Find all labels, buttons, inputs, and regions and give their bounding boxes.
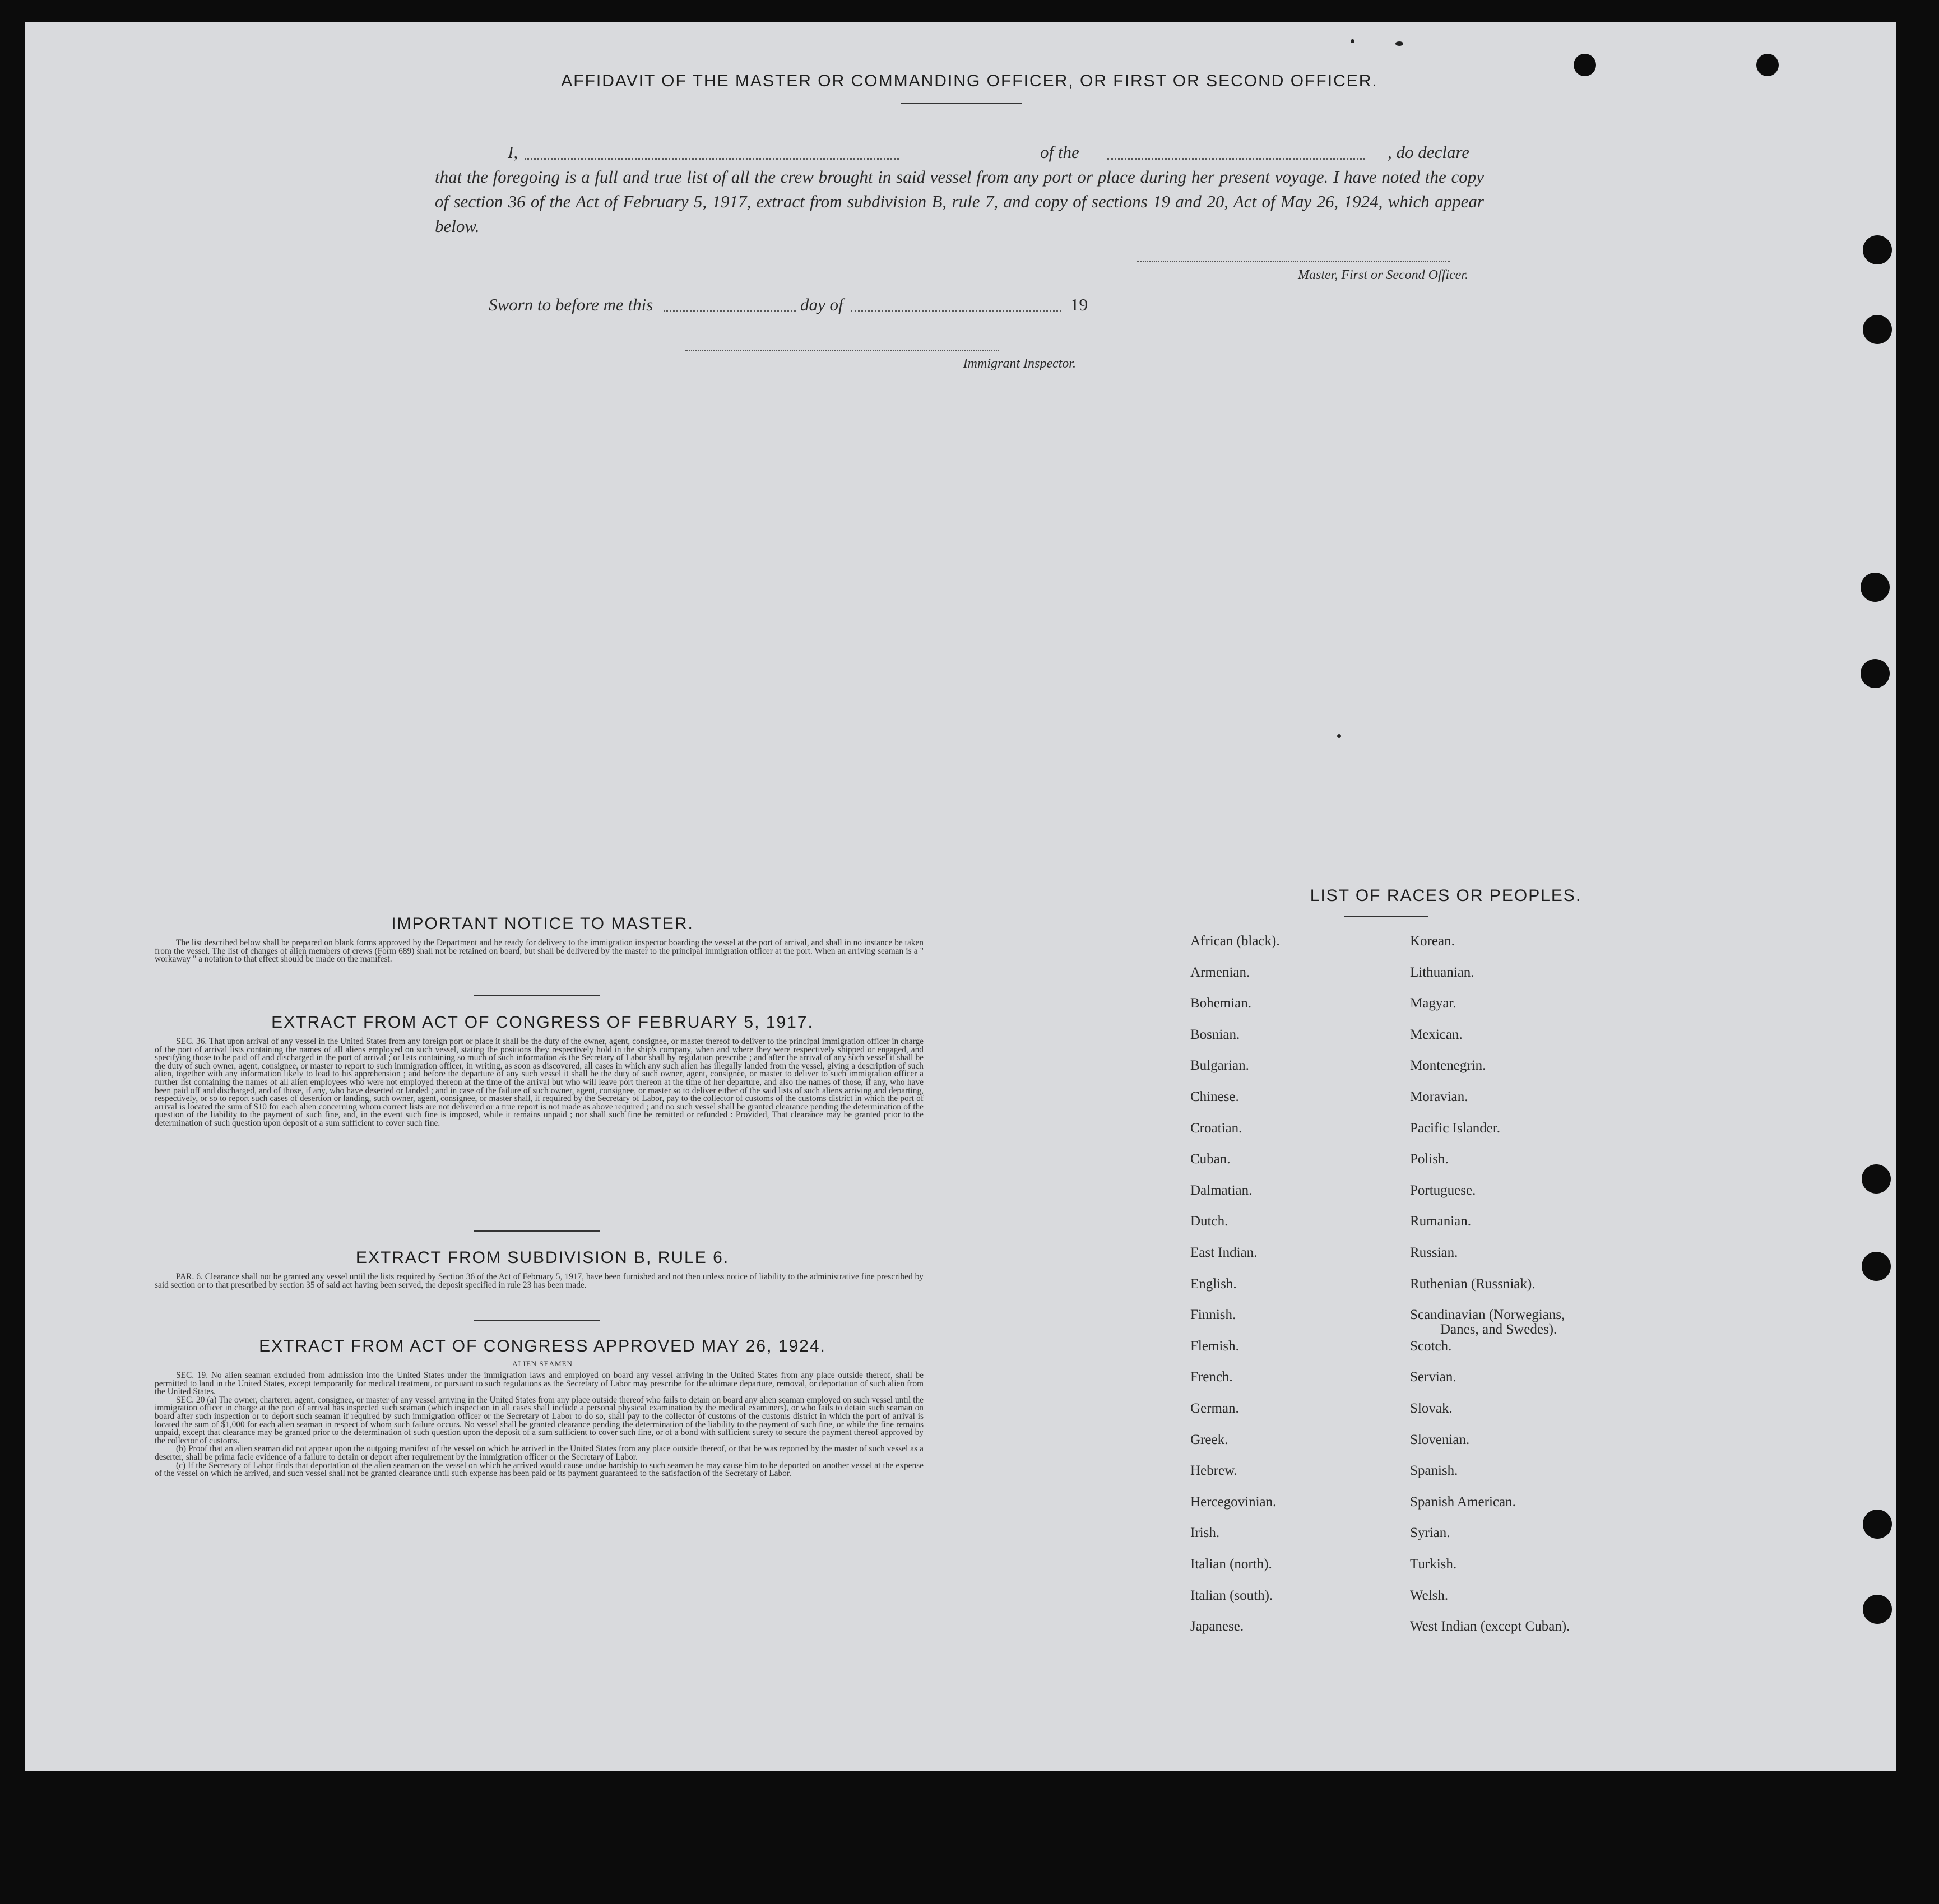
punch-hole [1574, 54, 1596, 76]
ink-speck [1337, 734, 1341, 738]
ink-speck [1395, 41, 1403, 46]
race-item: Portuguese. [1410, 1182, 1476, 1198]
sworn-line [435, 292, 1163, 317]
race-item: East Indian. [1190, 1245, 1258, 1260]
declarant-prefix: I, [508, 142, 518, 162]
race-item: Slovak. [1410, 1401, 1453, 1416]
race-item: Magyar. [1410, 996, 1456, 1011]
race-item: Welsh. [1410, 1587, 1449, 1603]
sworn-prefix: Sworn to before me this [489, 295, 653, 314]
extract-1924-title: EXTRACT FROM ACT OF CONGRESS APPROVED MAY 26, 1924. [259, 1337, 826, 1355]
rule-6-paragraph: PAR. 6. Clearance shall not be granted any vessel until the lists required by Section 36 of the Act of February 5, 1917, have been furnished and not then unless notice of liability to the administrative fine prescribed by said section or to that prescribed by section 35 of said act having been served, the deposit specified in rule 23 has been made. [155, 1272, 924, 1290]
section-20a-paragraph: SEC. 20 (a) The owner, charterer, agent, consignee, or master of any vessel arriving in the United States from any place outside thereof who fails to detain on board any alien seaman employed on such vessel until the immigration officer in charge at the port of arrival has inspected such seaman (which inspection in all cases shall include a personal physical examination by the medical examiners), or who fails to detain such seaman on board after such inspection or to deport such seaman if required by such immigration officer or the Secretary of Labor to do so, shall pay to the collector of customs of the customs district in which the port of arrival is located the sum of $1,000 for each alien seaman in respect of whom such failure occurs. No vessel shall be granted clearance pending the determination of the liability to the payment of such fine, or while the fine remains unpaid, except that clearance may be granted prior to the determination of such question upon the deposit of a sum sufficient to cover such fine, or of a bond with sufficient surety to secure the payment thereof approved by the collector of customs. [155, 1395, 924, 1446]
race-item: Chinese. [1190, 1089, 1239, 1104]
punch-hole [1862, 1252, 1891, 1281]
race-item: Hebrew. [1190, 1463, 1237, 1479]
punch-hole [1863, 1595, 1892, 1624]
race-item: English. [1190, 1276, 1237, 1292]
section-20b-paragraph: (b) Proof that an alien seaman did not appear upon the outgoing manifest of the vessel on which he arrived in the United States from any place outside thereof, or that he was reported by the master of such vessel as a deserter, shall be prima facie evidence of a failure to detain or deport after requirement by the immigration officer or the Secretary of Labor. [155, 1444, 924, 1462]
race-item: Armenian. [1190, 964, 1250, 980]
divider [901, 103, 1022, 104]
race-item: Moravian. [1410, 1089, 1468, 1104]
punch-hole [1862, 1164, 1891, 1194]
race-item: Croatian. [1190, 1120, 1242, 1136]
race-item: Ruthenian (Russniak). [1410, 1276, 1536, 1292]
punch-hole [1756, 54, 1779, 76]
race-item: Rumanian. [1410, 1214, 1472, 1229]
race-item: Bohemian. [1190, 996, 1252, 1011]
race-item: Pacific Islander. [1410, 1120, 1501, 1136]
rule-6-text [155, 1273, 924, 1289]
section-36-paragraph: SEC. 36. That upon arrival of any vessel in the United States from any foreign port or place it shall be the duty of the owner, agent, consignee, or master thereof to deliver to the principal immigration officer in charge of the port of arrival lists containing the names of all aliens employed on such vessel, stating the positions they respectively hold in the ship's company, when and where they were respectively shipped or engaged, and specifying those to be paid off and discharged in the port of arrival ; or lists containing so much of such information as the Secretary of Labor shall by regulation prescribe ; and after the arrival of any such vessel it shall be the duty of such owner, agent, consignee, or master to report to such immigration officer, in writing, as soon as discovered, all cases in which any such alien has illegally landed from the vessel, giving a description of such alien, together with any information likely to lead to his apprehension ; and before the departure of any such vessel it shall be the duty of such owner, agent, consignee, or master to deliver to such immigration officer a further list containing the names of all alien employees who were not employed thereon at the time of the arrival but who will leave port thereon at the time of her departure, and also the names of those, if any, who have been paid off and discharged, and of those, if any, who have deserted or landed ; and in case of the failure of such owner, agent, consignee, or master so to deliver either of the said lists of such aliens arriving and departing, respectively, or so to report such cases of desertion or landing, such owner, agent, consignee, or master shall, if required by the Secretary of Labor, pay to the collector of customs of the customs district in which the port of arrival is located the sum of $10 for each alien concerning whom correct lists are not delivered or a true report is not made as above required ; and no such vessel shall be granted clearance pending the determination of the question of the liability to the payment of such fine, and, in the event such fine is imposed, while it remains unpaid ; nor shall such fine be remitted or refunded : Provided, That clearance may be granted prior to the determination of such question upon deposit of a sum sufficient to cover such fine. [155, 1037, 924, 1128]
race-item: Scotch. [1410, 1338, 1452, 1354]
notice-title: IMPORTANT NOTICE TO MASTER. [391, 914, 694, 933]
extract-1917-title: EXTRACT FROM ACT OF CONGRESS OF FEBRUARY 5, 1917. [271, 1013, 814, 1032]
race-item: Flemish. [1190, 1338, 1239, 1354]
race-item: Italian (south). [1190, 1587, 1273, 1603]
divider [474, 1230, 600, 1232]
affidavit-body: that the foregoing is a full and true list of all the crew brought in said vessel from any port or place during her present voyage. I have noted the copy of section 36 of the Act of February 5, 1917, extract from subdivision B, rule 7, and copy of sections 19 and 20, Act of May 26, 1924, which appear below. [435, 167, 1484, 236]
race-item: Dutch. [1190, 1214, 1228, 1229]
extract-1917-text [155, 1038, 924, 1128]
race-item: French. [1190, 1369, 1233, 1385]
race-item: Irish. [1190, 1525, 1220, 1541]
master-signature-blank[interactable] [1137, 261, 1450, 262]
divider [1344, 916, 1428, 917]
punch-hole [1863, 1510, 1892, 1539]
races-title: LIST OF RACES OR PEOPLES. [1310, 886, 1582, 905]
extract-1924-text [155, 1372, 924, 1478]
punch-hole [1861, 573, 1890, 602]
race-item: Italian (north). [1190, 1557, 1272, 1572]
race-item: Japanese. [1190, 1619, 1244, 1634]
race-item: German. [1190, 1401, 1239, 1416]
punch-hole [1861, 659, 1890, 688]
declarant-name-blank[interactable] [525, 158, 899, 160]
affidavit-title: AFFIDAVIT OF THE MASTER OR COMMANDING OFFICER, OR FIRST OR SECOND OFFICER. [561, 72, 1378, 90]
sworn-month-blank[interactable] [851, 310, 1061, 312]
rule-6-title: EXTRACT FROM SUBDIVISION B, RULE 6. [355, 1248, 730, 1267]
race-item: Cuban. [1190, 1151, 1231, 1167]
race-item-continuation: Danes, and Swedes). [1440, 1322, 1557, 1338]
sworn-year: 19 [1070, 295, 1088, 314]
inspector-signature-blank[interactable] [685, 350, 999, 351]
race-item: Montenegrin. [1410, 1058, 1486, 1074]
race-item: West Indian (except Cuban). [1410, 1619, 1570, 1634]
vessel-name-blank[interactable] [1107, 158, 1365, 160]
race-item: Servian. [1410, 1369, 1456, 1385]
section-19-paragraph: SEC. 19. No alien seaman excluded from admission into the United States under the immigration laws and employed on board any vessel arriving in the United States from any place outside thereof, shall be permitted to land in the United States, except temporarily for medical treatment, or pursuant to such regulations as the Secretary of Labor may prescribe for the ultimate departure, removal, or deportation of such alien from the United States. [155, 1371, 924, 1397]
notice-text [155, 939, 924, 964]
race-item: Greek. [1190, 1432, 1228, 1447]
race-item: Bosnian. [1190, 1027, 1240, 1042]
affidavit-declaration-line [435, 140, 1484, 165]
race-item: Korean. [1410, 934, 1455, 949]
race-item: Turkish. [1410, 1557, 1457, 1572]
race-item: Lithuanian. [1410, 964, 1474, 980]
ink-speck [1351, 39, 1354, 43]
race-item: Scandinavian (Norwegians, [1410, 1307, 1565, 1323]
notice-paragraph: The list described below shall be prepared on blank forms approved by the Department and be ready for delivery to the immigration inspector boarding the vessel at the port of arrival, and shall in no instance be taken from the vessel. The list of changes of alien members of crews (Form 689) shall not be retained on board, but shall be delivered by the master to the principal immigration officer at the port. When an arriving seaman is a " workaway " a notation to that effect should be made on the manifest. [155, 938, 924, 964]
section-20c-paragraph: (c) If the Secretary of Labor finds that deportation of the alien seaman on the vessel on which he arrived would cause undue hardship to such seaman he may cause him to be deported on another vessel at the expense of the vessel on which he arrived, and such vessel shall not be granted clearance until such expense has been paid or its payment guaranteed to the satisfaction of the Secretary of Labor. [155, 1460, 924, 1479]
race-item: Dalmatian. [1190, 1182, 1253, 1198]
sworn-dayof: day of [800, 295, 843, 314]
alien-seamen-subtitle: ALIEN SEAMEN [512, 1359, 573, 1368]
inspector-signature-label: Immigrant Inspector. [963, 356, 1076, 371]
race-item: African (black). [1190, 934, 1280, 949]
race-item: Bulgarian. [1190, 1058, 1249, 1074]
divider [474, 1320, 600, 1321]
declare-suffix: , do declare [1388, 142, 1470, 162]
race-item: Polish. [1410, 1151, 1449, 1167]
race-item: Russian. [1410, 1245, 1458, 1260]
punch-hole [1863, 315, 1892, 344]
master-signature-label: Master, First or Second Officer. [1298, 268, 1468, 282]
race-item: Syrian. [1410, 1525, 1450, 1541]
race-item: Hercegovinian. [1190, 1494, 1277, 1510]
race-item: Mexican. [1410, 1027, 1463, 1042]
sworn-day-blank[interactable] [664, 310, 796, 312]
divider [474, 995, 600, 996]
race-item: Finnish. [1190, 1307, 1236, 1323]
vessel-prefix: of the [1040, 142, 1079, 162]
race-item: Slovenian. [1410, 1432, 1470, 1447]
race-item: Spanish. [1410, 1463, 1458, 1479]
punch-hole [1863, 235, 1892, 264]
race-item: Spanish American. [1410, 1494, 1516, 1510]
